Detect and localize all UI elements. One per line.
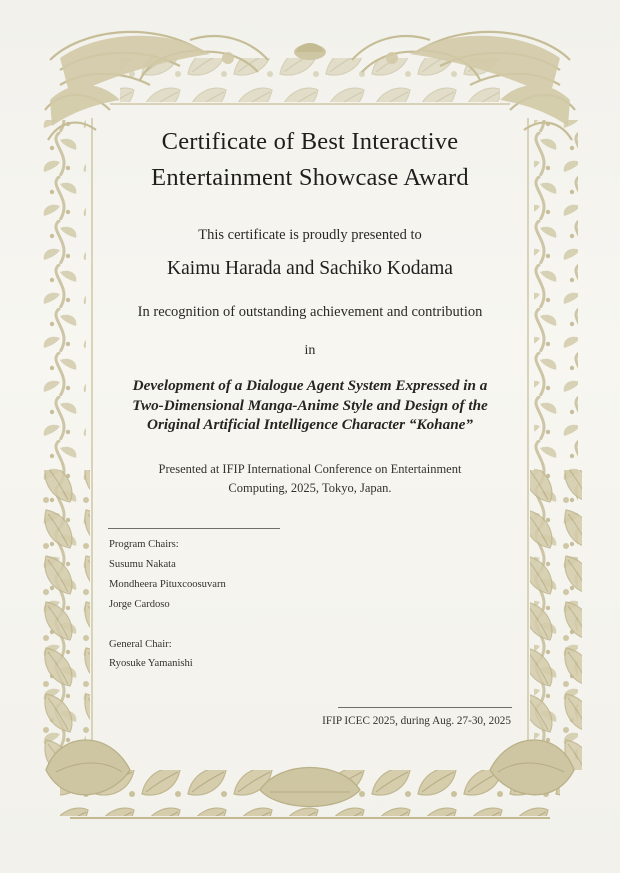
recognition-text: In recognition of outstanding achievement and contribution: [137, 304, 483, 320]
program-chair-2: Mondheera Pituxcoosuvarn: [109, 579, 226, 590]
conference-line-2: Computing, 2025, Tokyo, Japan.: [228, 481, 392, 495]
presented-to-text: This certificate is proudly presented to: [198, 227, 422, 243]
program-chair-3: Jorge Cardoso: [109, 599, 170, 610]
in-text: in: [304, 343, 316, 358]
work-title: [95, 376, 525, 435]
conference-text: [100, 460, 520, 498]
conference-line-1: Presented at IFIP International Conference on Entertainment: [158, 462, 462, 476]
recipient-names: Kaimu Harada and Sachiko Kodama: [167, 258, 453, 279]
general-chair-name: Ryosuke Yamanishi: [109, 658, 193, 669]
work-title-line-1: Development of a Dialogue Agent System Expressed in a: [132, 377, 488, 394]
signature-line-right: [338, 707, 512, 708]
event-footer: IFIP ICEC 2025, during Aug. 27-30, 2025: [322, 715, 511, 727]
program-chair-1: Susumu Nakata: [109, 559, 176, 570]
work-title-line-2: Two-Dimensional Manga-Anime Style and Design of the: [132, 396, 488, 414]
work-title-line-3: Original Artificial Intelligence Character “Kohane”: [147, 416, 473, 433]
program-chairs-label: Program Chairs:: [109, 539, 179, 550]
title-line-2: Entertainment Showcase Award: [151, 164, 469, 191]
signature-line-left: [108, 528, 280, 529]
general-chair-label: General Chair:: [109, 639, 172, 650]
certificate-title: [90, 124, 530, 196]
title-line-1: Certificate of Best Interactive: [161, 128, 459, 155]
